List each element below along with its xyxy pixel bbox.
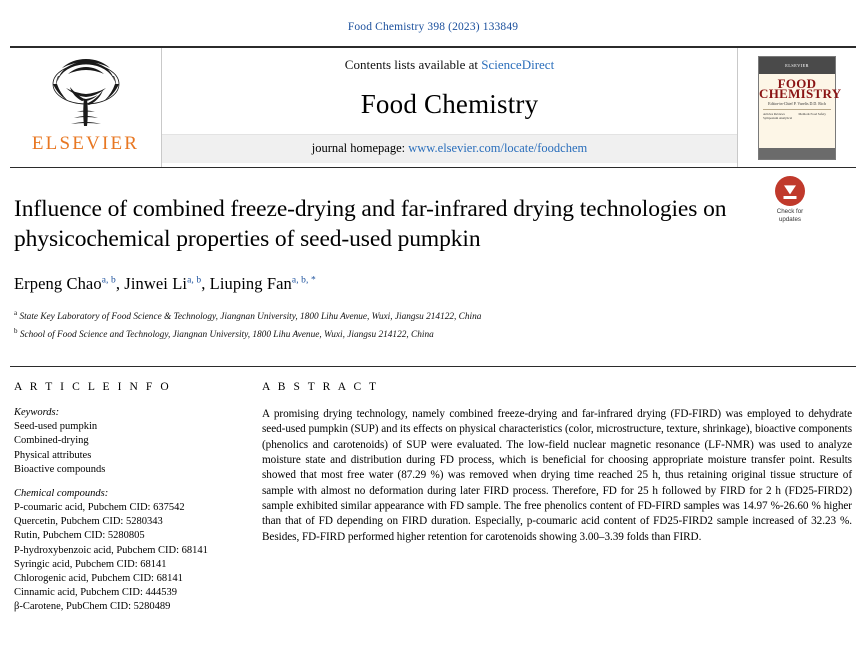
chemicals-list <box>14 501 238 615</box>
author-0-marks: a, b <box>101 275 116 286</box>
title-block <box>14 194 852 342</box>
author-1 <box>124 274 205 293</box>
crossmark-badge[interactable] <box>764 176 816 223</box>
info-abstract-columns <box>14 381 852 614</box>
journal-title: Food Chemistry <box>360 88 539 119</box>
abstract-column <box>256 381 852 614</box>
keywords-list <box>14 420 238 477</box>
author-2 <box>210 274 316 293</box>
affiliation-list <box>14 307 852 342</box>
chemical-item: Cinnamic acid, Pubchem CID: 444539 <box>14 587 178 599</box>
article-info-heading: A R T I C L E I N F O <box>14 381 172 394</box>
author-0 <box>14 274 120 293</box>
masthead-center <box>162 48 737 167</box>
homepage-prefix: journal homepage: <box>311 140 406 155</box>
affiliation-a <box>14 307 852 325</box>
contents-prefix: Contents lists available at <box>344 56 479 72</box>
author-1-name: Jinwei Li <box>124 274 188 293</box>
elsevier-wordmark: ELSEVIER <box>31 133 140 154</box>
keyword-item: Seed-used pumpkin <box>14 421 98 433</box>
abstract-heading: A B S T R A C T <box>262 381 379 394</box>
cover-toc-left: Articles Reviews Symposium Analytical Methods Food Safety <box>763 109 831 121</box>
keyword-item: Physical attributes <box>14 449 92 461</box>
chemical-item: P-coumaric acid, Pubchem CID: 637542 <box>14 502 185 513</box>
author-list <box>14 274 852 294</box>
cover-bottom-band <box>759 148 835 159</box>
author-2-name: Liuping Fan <box>209 274 292 293</box>
journal-masthead <box>10 46 856 168</box>
section-divider <box>10 366 856 367</box>
running-head: Food Chemistry 398 (2023) 133849 <box>347 21 519 33</box>
keyword-item: Combined-drying <box>14 435 89 447</box>
author-0-sep: , <box>115 274 121 293</box>
journal-homepage-link[interactable]: www.elsevier.com/locate/foodchem <box>408 140 588 155</box>
author-0-name: Erpeng Chao <box>14 274 102 293</box>
affiliation-b-mark: b <box>14 326 18 335</box>
author-1-marks: a, b <box>187 275 202 286</box>
keywords-label: Keywords: <box>14 407 60 419</box>
chemical-item: Quercetin, Pubchem CID: 5280343 <box>14 516 163 528</box>
elsevier-tree-icon <box>22 54 150 132</box>
cover-title: FOOD CHEMISTRY <box>759 75 842 101</box>
page-title: Influence of combined freeze-drying and far-infrared drying technologies on physicochemical properties of seed-used pumpkin <box>14 196 727 252</box>
author-1-sep: , <box>201 274 206 293</box>
affiliation-b-text: School of Food Science and Technology, Jiangnan University, 1800 Lihu Avenue, Wuxi, Jiangsu 214122, China <box>19 329 434 340</box>
sciencedirect-link[interactable]: ScienceDirect <box>481 56 555 72</box>
crossmark-label <box>764 208 816 223</box>
abstract-text: A promising drying technology, namely combined freeze-drying and far-infrared drying (FD-FIRD) was employed to dehydrate seed-used pumpkin (SUP) and its effects on physical characteristics (color, microstructure, texture, shrinkage), bioactive components (phenolics and carotenoids) of SUP were evaluated. The low-field nuclear magnetic resonance (LF-NMR) was used to analyze moisture state and distribution during FD process, which is beneficial for choosing appropriate moisture transfer point. Results showed that most free water (87.29 %) was removed when drying time reached 25 h, thus retaining original tissue structure of sample with almost no deformation during later FIRD process. Therefore, FD for 25 h followed by FIRD for 2 h (FD25-FIRD2) sample exhibited similar appearance with FD sample. The free phenolics content of FD-FIRD samples was 14.97 %-26.60 % higher than that of FD depending on FIRD duration. Especially, p-coumaric acid content of FD25-FIRD2 sample increased of 32.23 %. Besides, FD-FIRD performed higher retention for carotenoids showing 3.00–3.39 folds than FIRD. <box>262 408 852 543</box>
crossmark-line1: Check for <box>776 208 804 215</box>
cover-top-band: ELSEVIER <box>759 57 835 74</box>
affiliation-a-text: State Key Laboratory of Food Science & Technology, Jiangnan University, 1800 Lihu Avenue, Wuxi, Jiangsu 214122, China <box>19 312 482 323</box>
chemical-item: β-Carotene, PubChem CID: 5280489 <box>14 601 171 613</box>
affiliation-b <box>14 325 852 343</box>
chemical-item: Rutin, Pubchem CID: 5280805 <box>14 530 145 542</box>
keyword-item: Bioactive compounds <box>14 463 106 475</box>
journal-cover-thumb <box>737 48 856 167</box>
chemicals-label: Chemical compounds: <box>14 488 109 499</box>
affiliation-a-mark: a <box>14 309 18 317</box>
contents-line <box>345 57 554 73</box>
cover-image <box>758 56 842 160</box>
cover-subtitle: Editor-in-Chief P. Varelis D.D. Rich <box>768 100 826 106</box>
article-info-column <box>14 381 256 614</box>
author-2-marks: a, b, * <box>291 275 316 286</box>
crossmark-icon <box>775 176 805 206</box>
chemical-item: P-hydroxybenzoic acid, Pubchem CID: 68141 <box>14 544 208 556</box>
chemical-item: Syringic acid, Pubchem CID: 68141 <box>14 558 167 570</box>
journal-homepage-bar <box>162 134 737 163</box>
chemical-item: Chlorogenic acid, Pubchem CID: 68141 <box>14 573 183 585</box>
publisher-logo <box>10 48 162 167</box>
crossmark-line2: updates <box>778 215 802 223</box>
